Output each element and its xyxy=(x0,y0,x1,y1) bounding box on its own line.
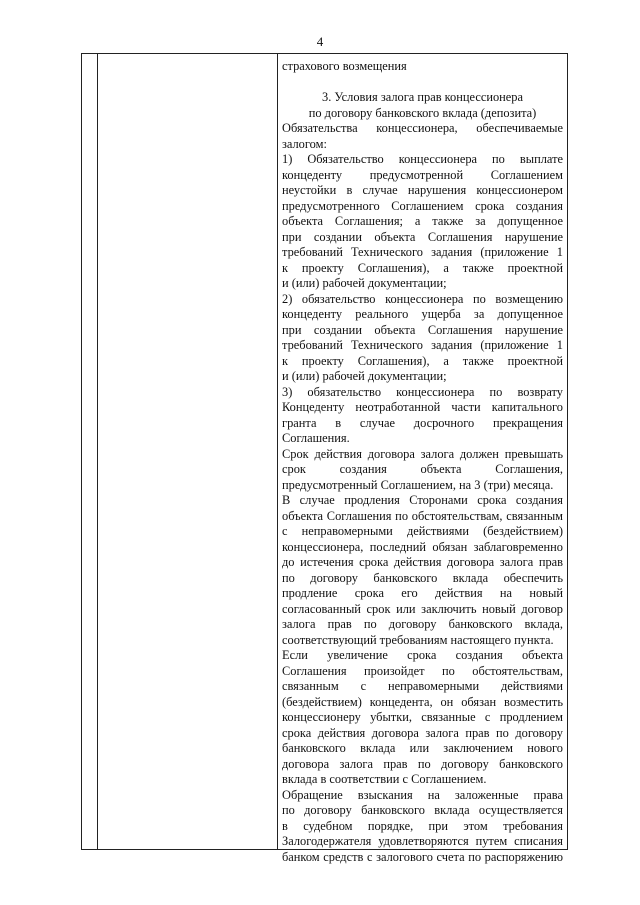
text-line: при создании объекта Соглашения нарушение xyxy=(282,322,563,337)
text-line: залогом: xyxy=(282,136,327,151)
text-line: и (или) рабочей документации; xyxy=(282,276,447,290)
text-line: Обращение взыскания на заложенные права xyxy=(282,787,563,802)
text-line: объекта Соглашения; а также за допущенное xyxy=(282,214,563,228)
text-line: 3) обязательство концессионера по возврату xyxy=(282,384,563,399)
column-divider-1 xyxy=(97,54,98,849)
text-line: Залогодержателя удовлетворяются путем списания xyxy=(282,834,563,848)
text-line: требований Технического задания (приложение 1 xyxy=(282,338,563,352)
text-line: гранта в случае досрочного прекращения xyxy=(282,415,563,430)
table-frame xyxy=(81,53,568,864)
text-line: неустойки в случае нарушения концессионером xyxy=(282,183,563,197)
text-line: по договору банковского вклада осуществляется xyxy=(282,803,563,817)
table-cell-text xyxy=(282,59,563,865)
text-line: с неправомерными действиями (бездействием) xyxy=(282,524,563,538)
column-divider-2 xyxy=(277,54,278,849)
text-line: соответствующий требованиям настоящего пункта. xyxy=(282,632,554,647)
text-line: (бездействием) концедента, он обязан возместить xyxy=(282,694,563,709)
text-line: Соглашения произойдет по обстоятельствам, xyxy=(282,663,563,678)
text-line: Срок действия договора залога должен превышать xyxy=(282,446,563,461)
text-line: предусмотренный Соглашением, на 3 (три) месяца. xyxy=(282,477,554,492)
text-line: концессионера, последний обязан заблаговременно xyxy=(282,539,563,554)
text-line: 1) Обязательство концессионера по выплате xyxy=(282,152,563,166)
text-line: концеденту реального ущерба за допущенное xyxy=(282,307,563,321)
text-line: в судебном порядке, при этом требования xyxy=(282,818,563,833)
text-line: договора залога прав по договору банковского xyxy=(282,756,563,771)
text-line: требований Технического задания (приложение 1 xyxy=(282,245,563,259)
text-line: до истечения срока действия договора залога прав xyxy=(282,555,563,569)
text-line: Концеденту неотработанной части капитального xyxy=(282,400,563,414)
text-line: 3. Условия залога прав концессионера xyxy=(322,90,523,104)
text-line: срок создания объекта Соглашения, xyxy=(282,462,563,476)
text-line: Обязательства концессионера, обеспечиваемые xyxy=(282,121,563,135)
text-line: связанным с неправомерными действиями xyxy=(282,679,563,693)
text-line: продление срока его действия на новый xyxy=(282,586,563,600)
text-line: банковского вклада или заключением нового xyxy=(282,741,563,755)
page-number: 4 xyxy=(316,34,324,49)
text-line: срока действия договора залога прав по договору xyxy=(282,725,563,740)
text-line: концессионеру убытки, связанные с продлением xyxy=(282,710,563,724)
text-line: Соглашения. xyxy=(282,431,350,445)
text-line: В случае продления Сторонами срока создания xyxy=(282,493,563,507)
blank-line xyxy=(282,75,563,91)
text-line: банком средств с залогового счета по распоряжению xyxy=(282,849,563,864)
text-line: предусмотренного Соглашением срока создания xyxy=(282,198,563,213)
text-line: объекта Соглашения по обстоятельствам, связанным xyxy=(282,508,563,523)
text-line: залога прав по договору банковского вклада, xyxy=(282,617,563,631)
text-line: Если увеличение срока создания объекта xyxy=(282,648,563,662)
text-line: концеденту предусмотренной Соглашением xyxy=(282,167,563,182)
text-line: при создании объекта Соглашения нарушение xyxy=(282,229,563,244)
text-line: согласованный срок или заключить новый договор xyxy=(282,601,563,616)
text-line: и (или) рабочей документации; xyxy=(282,369,447,383)
text-line: страхового возмещения xyxy=(282,59,407,73)
text-line: к проекту Соглашения), а также проектной xyxy=(282,260,563,275)
text-line: к проекту Соглашения), а также проектной xyxy=(282,353,563,368)
text-line: вклада в соответствии с Соглашением. xyxy=(282,772,487,786)
text-line: по договору банковского вклада (депозита) xyxy=(308,105,537,120)
text-line: по договору банковского вклада обеспечить xyxy=(282,570,563,585)
text-line: 2) обязательство концессионера по возмещению xyxy=(282,291,563,306)
